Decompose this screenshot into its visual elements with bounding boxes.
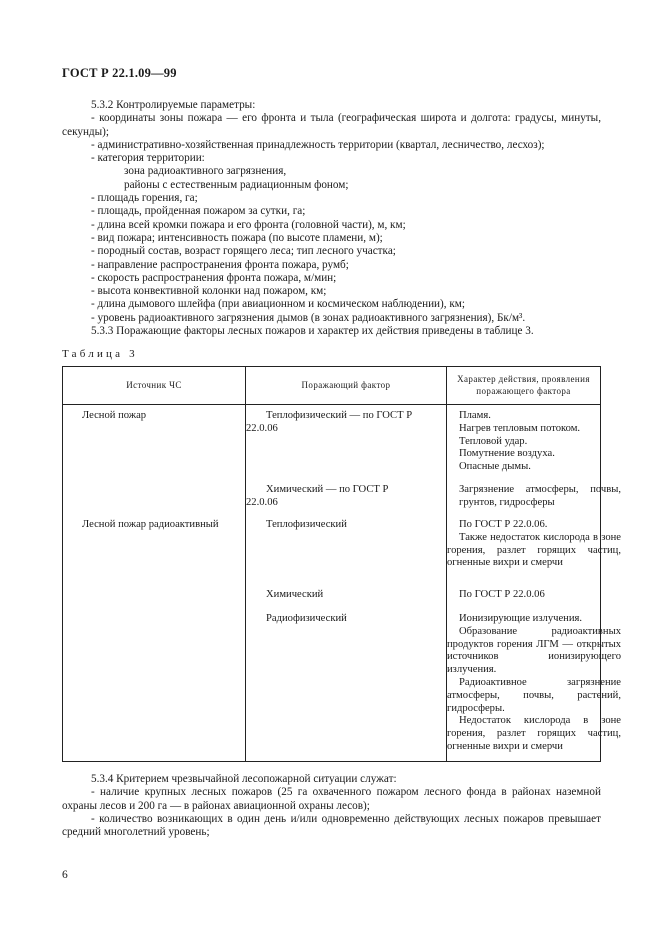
table-cell-effect [459,410,619,474]
effects-column [447,405,621,762]
factors-column [246,405,447,762]
document-header-code: ГОСТ Р 22.1.09—99 [62,66,177,80]
effect-line: Помутнение воздуха. [459,448,555,460]
list-item: - высота конвективной колонки над пожаром, км; [91,285,327,298]
header-source: Источник ЧС [63,367,246,405]
header-factor: Поражающий фактор [246,367,447,405]
effect-line: Опасные дымы. [459,461,531,473]
list-item: - категория территории: [91,152,205,165]
table-body-row [63,405,601,762]
effect-line: Пламя. [459,410,491,421]
table-cell-factor: Химический [266,589,324,600]
list-item: - длина дымового шлейфа (при авиационном и космическом наблюдении), км; [91,298,465,311]
section-5-3-3: 5.3.3 Поражающие факторы лесных пожаров и характер их действия приведены в таблице 3. [91,325,534,338]
section-5-3-2 [62,99,601,338]
list-item: - количество возникающих в один день и/или одновременно действующих лесных пожаров превышает средний многолетний уровень; [62,812,601,839]
effect-line: Недостаток кислорода в зоне горения, разлет горящих частиц, огненные вихри и смерчи [447,715,621,752]
sub-list-item: зона радиоактивного загрязнения, [124,165,287,178]
effect-line: Загрязнение атмосферы, почвы, грунтов, гидросферы [459,484,621,508]
table-caption: Таблица 3 [62,348,138,360]
table-3 [62,366,621,762]
table-header-row [63,367,601,405]
effect-line: Тепловой удар. [459,435,528,447]
list-item: - направление распространения фронта пожара, румб; [91,258,349,271]
table-cell-effect [447,519,621,570]
effect-line: По ГОСТ Р 22.0.06 [459,589,545,600]
table-cell-effect [447,613,621,754]
section-title: 5.3.4 Критерием чрезвычайной лесопожарной ситуации служат: [91,773,397,785]
list-item: - вид пожара; интенсивность пожара (по высоте пламени, м); [91,231,383,244]
table-cell-factor: Радиофизический [266,613,347,624]
list-item: - длина всей кромки пожара и его фронта (головной части), м, км; [91,218,406,231]
effect-line: Радиоактивное загрязнение атмосферы, почвы, растений, гидросферы. [447,676,621,714]
list-item: - уровень радиоактивного загрязнения дымов (в зонах радиоактивного загрязнения), Бк/м³. [91,311,526,324]
table-cell-factor: Теплофизический [266,519,347,530]
table-cell-effect [459,589,619,602]
effect-line: По ГОСТ Р 22.0.06. [459,519,548,530]
list-item: - площадь, пройденная пожаром за сутки, га; [91,205,306,218]
list-item: - площадь горения, га; [91,192,198,205]
list-item: - координаты зоны пожара — его фронта и тыла (географическая широта и долгота: градусы, минуты, секунды); [62,112,601,138]
section-title: 5.3.2 Контролируемые параметры: [91,99,256,111]
list-item: - наличие крупных лесных пожаров (25 га охваченного пожаром лесного фонда в районах наземной охраны лесов и 200 га — в районах авиационной охраны лесов); [62,786,601,812]
effect-line: Нагрев тепловым потоком. [459,422,581,434]
page-number: 6 [62,869,68,881]
sources-column [63,405,246,762]
header-effect: Характер действия, проявления поражающего фактора [447,367,601,405]
list-item: - породный состав, возраст горящего леса; тип лесного участка; [91,245,396,258]
table-cell-source: Лесной пожар радиоактивный [82,519,219,530]
effect-line: Ионизирующие излучения. [459,613,583,624]
table-cell-factor: Теплофизический — по ГОСТ Р 22.0.06 [246,410,413,434]
table-cell-source: Лесной пожар [82,410,147,421]
table-cell-factor: Химический — по ГОСТ Р 22.0.06 [246,484,389,508]
list-item: - скорость распространения фронта пожара, м/мин; [91,271,337,284]
effect-line: Образование радиоактивных продуктов горения ЛГМ — открытых источников ионизирующего излучения. [447,625,621,676]
table-cell-effect [447,484,621,510]
section-5-3-4 [62,773,601,839]
effect-line: Также недостаток кислорода в зоне горения, разлет горящих частиц, огненные вихри и смерчи [447,531,621,569]
sub-list-item: районы с естественным радиационным фоном; [124,178,349,191]
list-item: - административно-хозяйственная принадлежность территории (квартал, лесничество, лесхоз); [91,138,545,151]
